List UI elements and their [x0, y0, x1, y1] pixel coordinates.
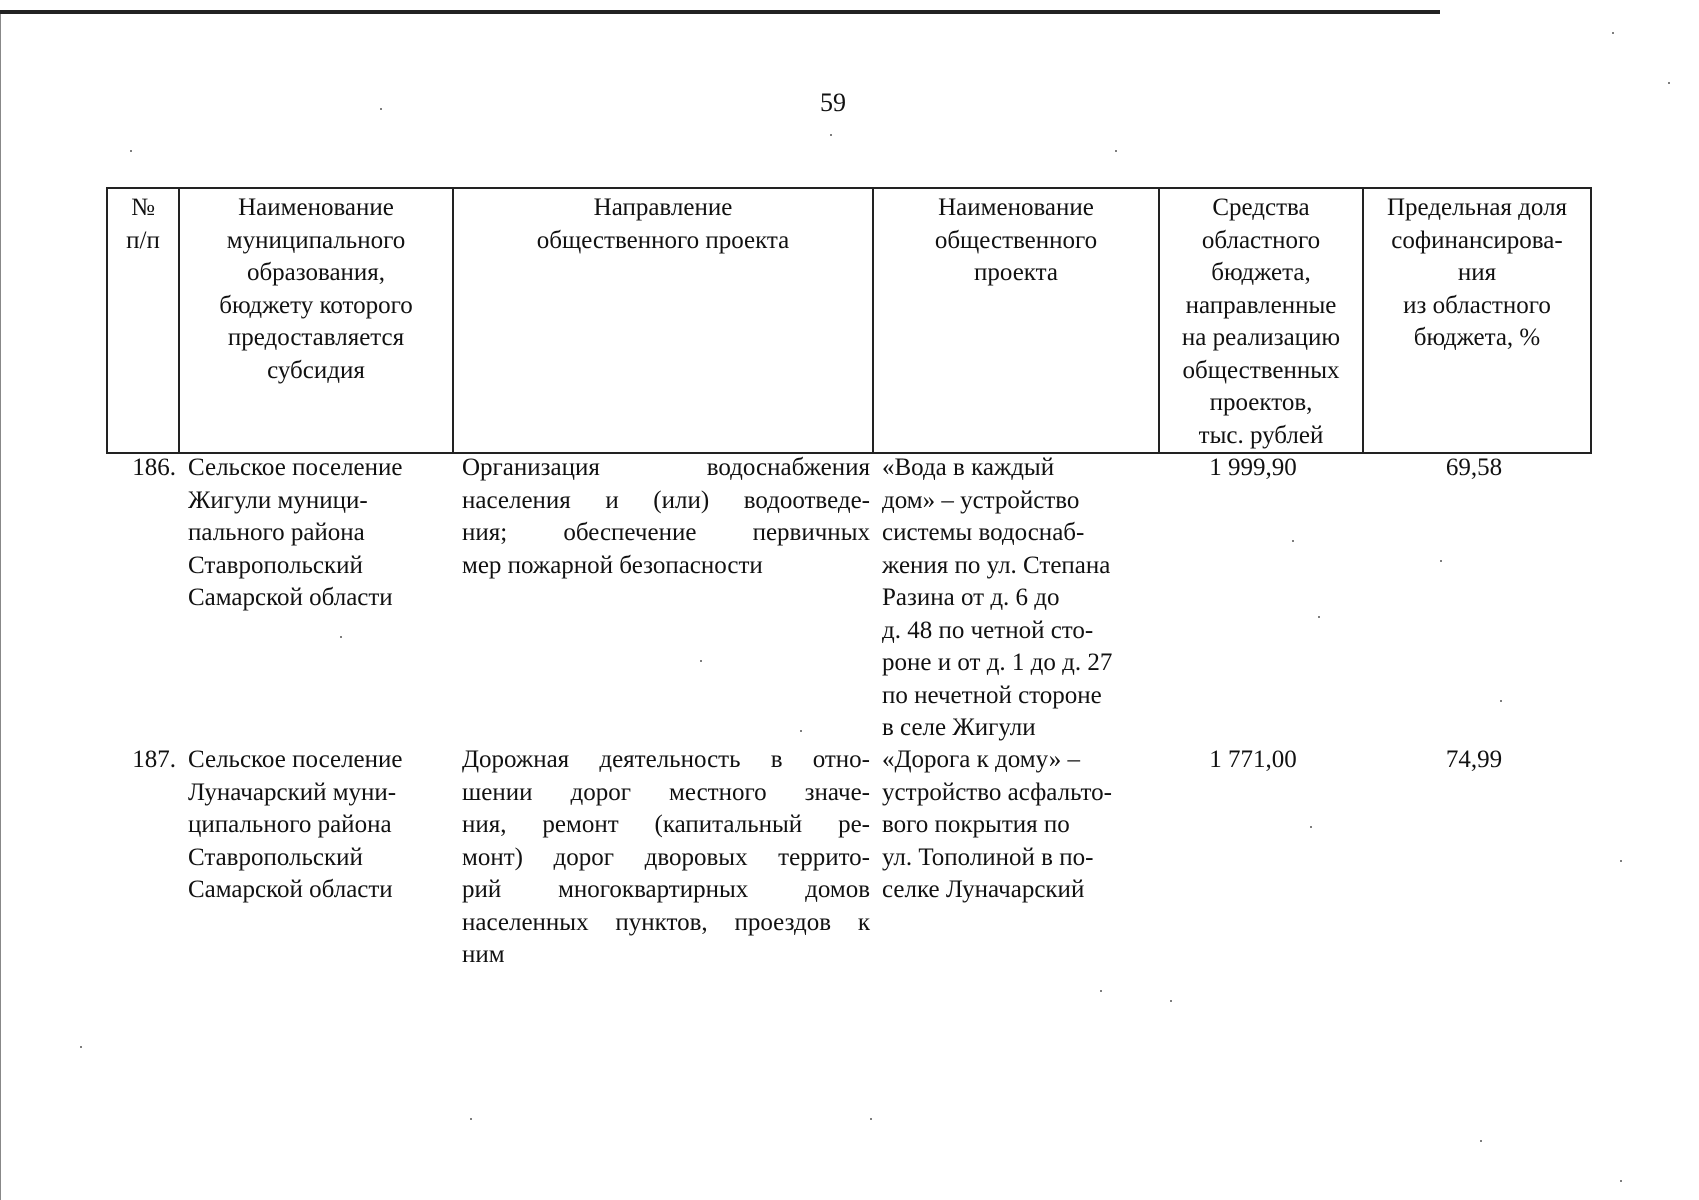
header-col-direction: Направление общественного проекта: [453, 188, 873, 453]
row-direction: Организация водоснабжения населения и (или) водоотведе- ния; обеспечение первичных мер пожарной безопасности: [462, 454, 870, 579]
row-municipality: Сельское поселение Луначарский муни- ципального района Ставропольский Самарской области: [188, 746, 403, 903]
header-col-municipality: Наименование муниципального образования, бюджету которого предоставляется субсидия: [179, 188, 453, 453]
table-header: [106, 187, 1592, 454]
scan-speck: [1612, 32, 1614, 34]
page-number: 59: [820, 88, 846, 117]
scan-speck: [1292, 540, 1294, 542]
row-municipality: Сельское поселение Жигули муници- пального района Ставропольский Самарской области: [188, 454, 403, 611]
page-left-edge: [0, 14, 1, 1200]
top-border-rule: [0, 10, 1440, 14]
scan-speck: [470, 1118, 472, 1120]
header-col-funds: Средства областного бюджета, направленные на реализацию общественных проектов, тыс. рублей: [1159, 188, 1363, 453]
row-funds: 1 771,00: [1209, 746, 1297, 773]
scan-speck: [1115, 150, 1117, 152]
scan-speck: [1310, 826, 1312, 828]
row-share: 69,58: [1445, 454, 1503, 481]
header-col-number: № п/п: [107, 188, 179, 453]
header-col-share: Предельная доля софинансирова- ния из областного бюджета, %: [1363, 188, 1591, 453]
scan-speck: [1480, 1140, 1482, 1142]
scan-speck: [870, 1118, 872, 1120]
scan-speck: [1440, 560, 1442, 562]
row-share: 74,99: [1445, 746, 1503, 773]
row-number: 187.: [132, 746, 176, 773]
scan-speck: [380, 108, 382, 110]
scan-speck: [340, 636, 342, 638]
scan-speck: [80, 1046, 82, 1048]
row-project: «Вода в каждый дом» – устройство системы водоснаб- жения по ул. Степана Разина от д. 6 до д. 48 по четной сто- роне и от д. 1 до д. 27 по нечетной стороне в селе Жигули: [882, 454, 1113, 741]
scan-speck: [130, 150, 132, 152]
row-funds: 1 999,90: [1209, 454, 1297, 481]
scan-speck: [830, 134, 832, 136]
row-direction: Дорожная деятельность в отно- шении дорог местного значе- ния, ремонт (капитальный ре- монт) дорог дворовых террито- рий многоквартирных домов населенных пунктов, проездов к ним: [462, 746, 870, 968]
scan-speck: [1100, 990, 1102, 992]
row-project: «Дорога к дому» – устройство асфальто- вого покрытия по ул. Тополиной в по- селке Луначарский: [882, 746, 1112, 903]
scan-speck: [800, 730, 802, 732]
header-col-project: Наименование общественного проекта: [873, 188, 1159, 453]
scan-speck: [1170, 1000, 1172, 1002]
scan-speck: [1668, 82, 1670, 84]
scan-speck: [1620, 1180, 1622, 1182]
scan-speck: [1500, 700, 1502, 702]
scan-speck: [1620, 860, 1622, 862]
row-number: 186.: [132, 454, 176, 481]
scan-speck: [700, 660, 702, 662]
scan-speck: [1318, 616, 1320, 618]
